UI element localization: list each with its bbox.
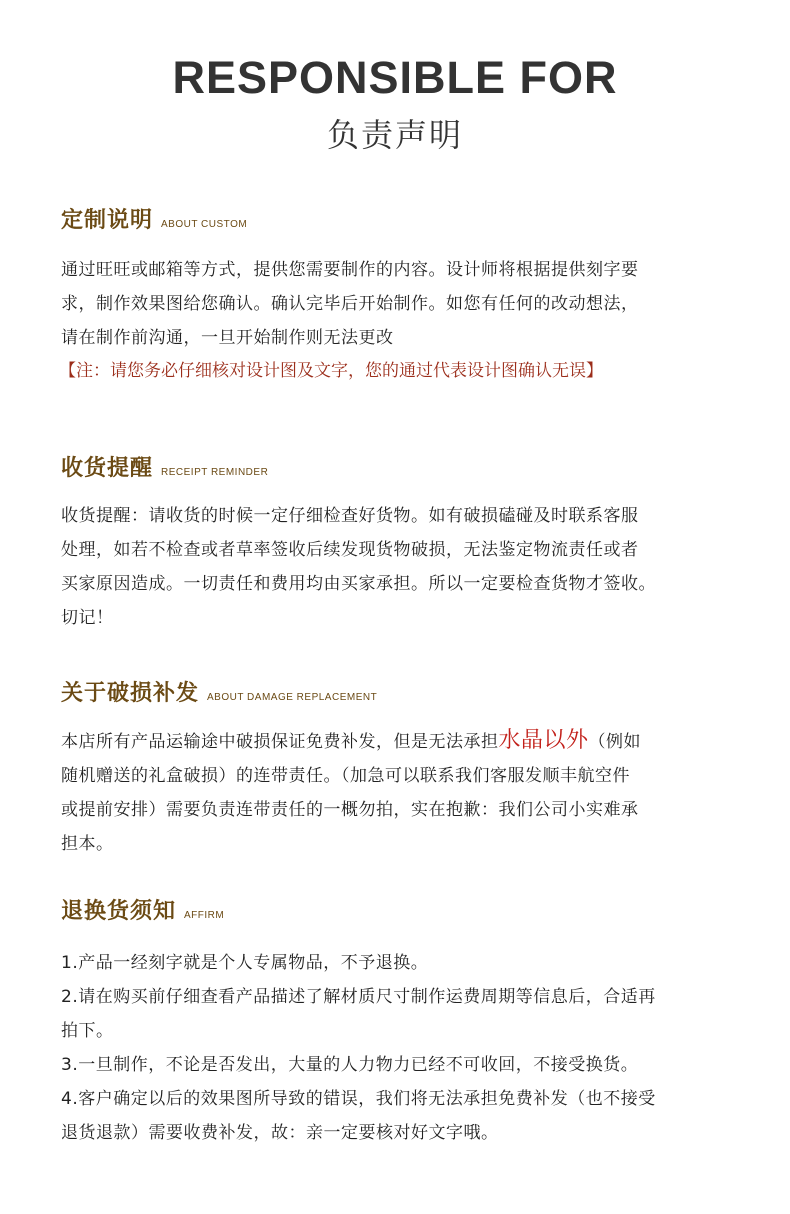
section-heading <box>61 894 751 925</box>
list-item: 2.请在购买前仔细查看产品描述了解材质尺寸制作运费周期等信息后，合适再 <box>61 987 656 1007</box>
body-text: （例如 <box>588 732 642 752</box>
section-heading <box>61 203 751 234</box>
section-heading-en: RECEIPT REMINDER <box>161 467 269 478</box>
page-title-cn: 负责声明 <box>326 116 463 154</box>
body-line: 担本。 <box>61 834 114 854</box>
section-heading-en: ABOUT CUSTOM <box>161 219 248 230</box>
body-line: 切记！ <box>61 608 114 628</box>
body-line: 随机赠送的礼盒破损）的连带责任。（加急可以联系我们客服发顺丰航空件 <box>61 766 630 786</box>
section-body <box>61 253 751 387</box>
section-body <box>61 724 751 861</box>
section-heading-en: ABOUT DAMAGE REPLACEMENT <box>207 692 378 703</box>
section-return-policy <box>61 894 751 1150</box>
body-line: 处理，如若不检查或者草率签收后续发现货物破损，无法鉴定物流责任或者 <box>61 540 639 560</box>
section-damage-replacement <box>61 676 751 861</box>
list-item: 1.产品一经刻字就是个人专属物品，不予退换。 <box>61 953 429 973</box>
list-item: 4.客户确定以后的效果图所导致的错误，我们将无法承担免费补发（也不接受 <box>61 1089 656 1109</box>
section-heading <box>61 676 751 707</box>
section-about-custom <box>61 203 751 387</box>
list-item: 3.一旦制作，不论是否发出，大量的人力物力已经不可收回，不接受换货。 <box>61 1055 639 1075</box>
warning-note: 【注：请您务必仔细核对设计图及文字，您的通过代表设计图确认无误】 <box>59 361 603 381</box>
section-heading-cn: 定制说明 <box>61 208 154 233</box>
section-heading-cn: 退换货须知 <box>61 899 177 924</box>
section-heading-cn: 关于破损补发 <box>61 681 200 706</box>
section-receipt-reminder <box>61 451 751 635</box>
section-body <box>61 946 751 1150</box>
body-text: 本店所有产品运输途中破损保证免费补发，但是无法承担 <box>61 732 499 752</box>
highlight-text: 水晶以外 <box>498 728 589 753</box>
body-line: 或提前安排）需要负责连带责任的一概勿拍，实在抱歉：我们公司小实难承 <box>61 800 639 820</box>
section-body <box>61 499 751 635</box>
body-line: 求，制作效果图给您确认。确认完毕后开始制作。如您有任何的改动想法， <box>61 294 639 314</box>
section-heading <box>61 451 751 482</box>
page-title-en: RESPONSIBLE FOR <box>172 52 618 103</box>
list-item: 拍下。 <box>61 1021 114 1041</box>
body-line <box>61 724 751 759</box>
section-heading-en: AFFIRM <box>184 910 225 921</box>
body-line: 通过旺旺或邮箱等方式，提供您需要制作的内容。设计师将根据提供刻字要 <box>61 260 639 280</box>
body-line: 买家原因造成。一切责任和费用均由买家承担。所以一定要检查货物才签收。 <box>61 574 656 594</box>
body-line: 请在制作前沟通，一旦开始制作则无法更改 <box>61 328 394 348</box>
list-item: 退货退款）需要收费补发，故：亲一定要核对好文字哦。 <box>61 1123 499 1143</box>
section-heading-cn: 收货提醒 <box>61 456 154 481</box>
body-line: 收货提醒：请收货的时候一定仔细检查好货物。如有破损磕碰及时联系客服 <box>61 506 639 526</box>
